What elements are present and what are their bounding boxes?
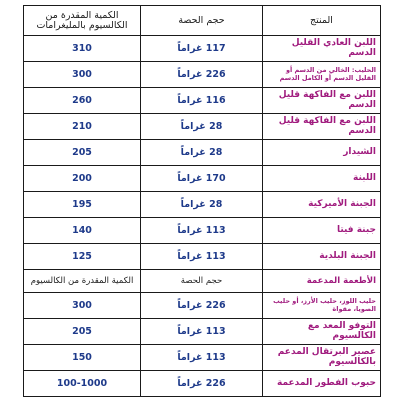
table-row xyxy=(24,62,381,88)
header-calcium: الكمية المقدرة من الكالسيوم بالمليغرامات xyxy=(24,6,141,36)
table-row xyxy=(24,88,381,114)
calcium-cell: 210 xyxy=(24,114,141,140)
portion-cell: 170 غراماً xyxy=(141,166,263,192)
portion-cell: 117 غراماً xyxy=(141,36,263,62)
fortified-header-row xyxy=(24,270,381,293)
product-cell: اللبن مع الفاكهة قليل الدسم xyxy=(263,114,381,140)
portion-cell: 113 غراماً xyxy=(141,244,263,270)
product-cell: الشيدار xyxy=(263,140,381,166)
table-row xyxy=(24,319,381,345)
calcium-cell: 195 xyxy=(24,192,141,218)
header-product: المنتج xyxy=(263,6,381,36)
product-cell: الحليب: الخالي من الدسم أو القليل الدسم أو الكامل الدسم xyxy=(263,62,381,88)
calcium-cell: 205 xyxy=(24,140,141,166)
portion-cell: 116 غراماً xyxy=(141,88,263,114)
calcium-cell: 205 xyxy=(24,319,141,345)
product-cell: التوفو المعد مع الكالسيوم xyxy=(263,319,381,345)
portion-cell: 28 غراماً xyxy=(141,192,263,218)
product-cell: حليب اللوز، حليب الأرز، أو حليب الصويا، مقواة xyxy=(263,293,381,319)
calcium-cell: 300 xyxy=(24,62,141,88)
calcium-cell: 100-1000 xyxy=(24,371,141,397)
portion-cell: 28 غراماً xyxy=(141,140,263,166)
product-cell: جبنة فيتا xyxy=(263,218,381,244)
calcium-cell: 260 xyxy=(24,88,141,114)
table-header-row xyxy=(24,6,381,36)
portion-cell: 226 غراماً xyxy=(141,371,263,397)
portion-cell: 113 غراماً xyxy=(141,319,263,345)
product-cell: الجبنة البلدية xyxy=(263,244,381,270)
table-row xyxy=(24,218,381,244)
table-row xyxy=(24,166,381,192)
product-cell: عصير البرتقال المدعم بالكالسيوم xyxy=(263,345,381,371)
product-cell: حبوب الفطور المدعمة xyxy=(263,371,381,397)
calcium-cell: 150 xyxy=(24,345,141,371)
product-cell: اللبن مع الفاكهة قليل الدسم xyxy=(263,88,381,114)
fortified-header-portion: حجم الحصة xyxy=(141,270,263,293)
calcium-cell: 300 xyxy=(24,293,141,319)
calcium-table-frame xyxy=(23,5,380,392)
portion-cell: 226 غراماً xyxy=(141,293,263,319)
portion-cell: 28 غراماً xyxy=(141,114,263,140)
table-row xyxy=(24,293,381,319)
table-row xyxy=(24,192,381,218)
calcium-table xyxy=(23,5,381,397)
portion-cell: 113 غراماً xyxy=(141,345,263,371)
fortified-header-product: الأطعمة المدعمة xyxy=(263,270,381,293)
product-cell: اللبنة xyxy=(263,166,381,192)
table-row xyxy=(24,36,381,62)
portion-cell: 226 غراماً xyxy=(141,62,263,88)
table-row xyxy=(24,140,381,166)
portion-cell: 113 غراماً xyxy=(141,218,263,244)
calcium-cell: 140 xyxy=(24,218,141,244)
calcium-cell: 310 xyxy=(24,36,141,62)
calcium-cell: 200 xyxy=(24,166,141,192)
header-portion: حجم الحصة xyxy=(141,6,263,36)
product-cell: الجبنة الأميركية xyxy=(263,192,381,218)
table-row xyxy=(24,244,381,270)
product-cell: اللبن العادي القليل الدسم xyxy=(263,36,381,62)
table-row xyxy=(24,345,381,371)
calcium-cell: 125 xyxy=(24,244,141,270)
table-row xyxy=(24,371,381,397)
fortified-header-calcium: الكمية المقدرة من الكالسيوم xyxy=(24,270,141,293)
table-row xyxy=(24,114,381,140)
